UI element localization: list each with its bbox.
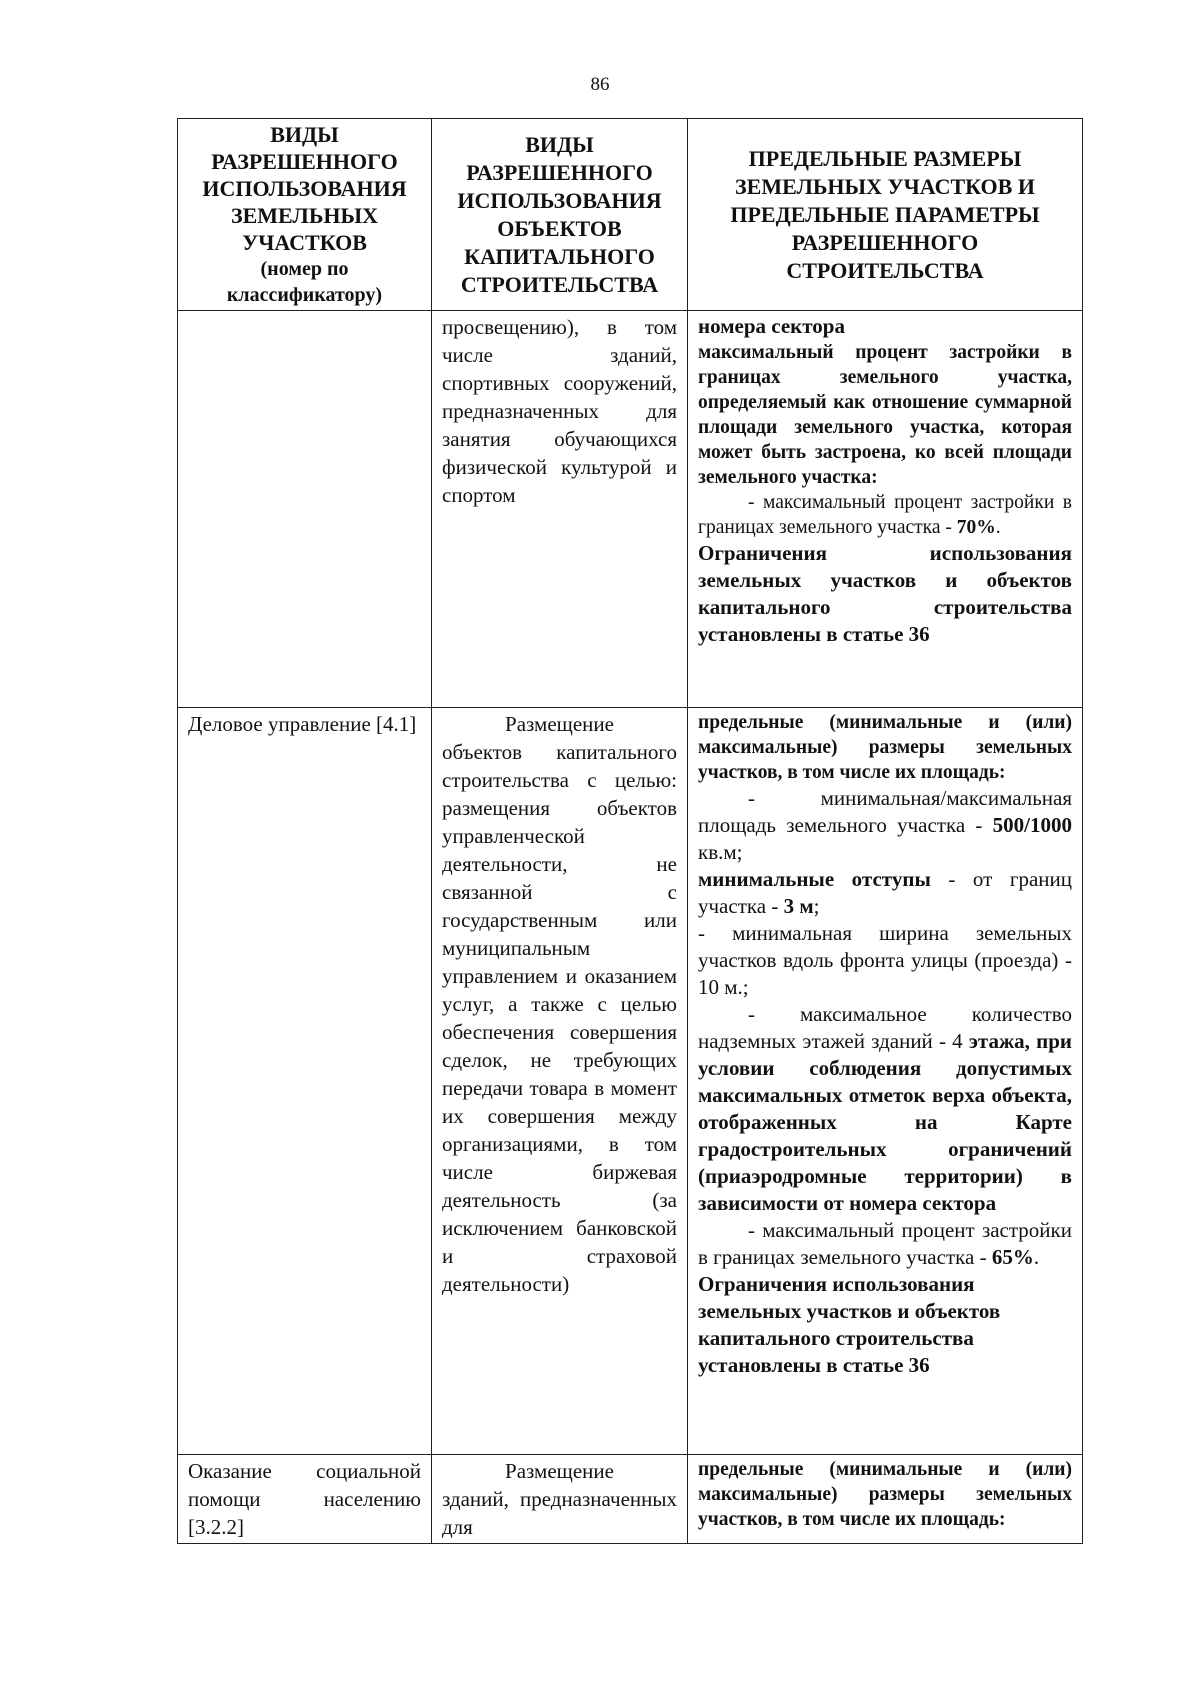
table-row [178,708,1083,1455]
row-2-construction-first: Размещение [505,712,614,736]
row-2-param-width: - минимальная ширина земельных участков вдоль фронта улицы (проезда) - 10 м.; [698,921,1072,999]
header-construction-use-types: ВИДЫ РАЗРЕШЕННОГО ИСПОЛЬЗОВАНИЯ ОБЪЕКТОВ КАПИТАЛЬНОГО СТРОИТЕЛЬСТВА [432,119,688,311]
row-2-area-unit: кв.м; [698,840,743,864]
row-2-param-setbacks [698,866,1072,920]
row-1-param-sector: номера сектора [698,314,845,338]
header-limit-parameters: ПРЕДЕЛЬНЫЕ РАЗМЕРЫ ЗЕМЕЛЬНЫХ УЧАСТКОВ И ПРЕДЕЛЬНЫЕ ПАРАМЕТРЫ РАЗРЕШЕННОГО СТРОИТЕЛЬСТВА [688,119,1083,311]
page-number: 86 [590,74,610,95]
row-1-param-restrictions: Ограничения использования земельных участков и объектов капитального строительства установлены в статье 36 [698,541,1072,646]
table-row [178,1455,1083,1544]
row-1-parameters [688,311,1083,708]
row-3-param-sizes: предельные (минимальные и (или) максимальные) размеры земельных участков, в том числе их площадь: [698,1459,1072,1530]
row-2-param-restrictions: Ограничения использования земельных участков и объектов капитального строительства установлены в статье 36 [698,1272,1001,1377]
row-1-coverage-text: - максимальный процент застройки в границах земельного участка - [698,492,1072,538]
header-classifier-note: (номер по классификатору) [226,258,383,306]
row-3-construction-first: Размещение [505,1459,614,1483]
row-2-coverage-value: 65% [991,1245,1034,1269]
row-2-setbacks-label: минимальные отступы [698,867,931,891]
row-2-setbacks-end: ; [813,894,820,918]
row-3-construction-use [432,1455,688,1544]
row-1-land-use [178,311,432,708]
row-1-param-coverage-def: максимальный процент застройки в границах земельного участка, определяемый как отношение суммарной площади земельного участка, которая может быть застроена, ко всей площади земельного участка: [698,342,1072,488]
row-2-land-use: Деловое управление [4.1] [178,708,432,1455]
table-row [178,311,1083,708]
row-3-land-use: Оказание социальной помощи населению [3.2.2] [178,1455,432,1544]
row-1-construction-use: просвещению), в том числе зданий, спортивных сооружений, предназначенных для занятия обучающихся физической культурой и спортом [432,311,688,708]
row-2-param-floors [698,1001,1072,1217]
header-land-use-types-label: ВИДЫ РАЗРЕШЕННОГО ИСПОЛЬЗОВАНИЯ ЗЕМЕЛЬНЫХ УЧАСТКОВ [202,122,407,255]
row-2-coverage-text: - максимальный процент застройки в границах земельного участка - [698,1218,1072,1269]
header-land-use-types [178,119,432,311]
row-1-coverage-end: . [995,517,1001,538]
table-header-row [178,119,1083,311]
row-2-parameters [688,708,1083,1455]
row-1-coverage-value: 70% [956,517,996,538]
row-2-setbacks-value: 3 м [783,894,814,918]
row-2-construction-use [432,708,688,1455]
row-2-param-sizes: предельные (минимальные и (или) максимальные) размеры земельных участков, в том числе их площадь: [698,712,1072,783]
row-2-floors-text: - максимальное количество надземных этажей зданий - 4 [698,1002,1072,1053]
row-2-setbacks-text: - от границ участка - [698,867,1072,918]
row-3-parameters [688,1455,1083,1544]
row-2-area-value: 500/1000 [992,813,1072,837]
row-2-param-area [698,785,1072,866]
row-1-param-coverage [698,490,1072,540]
row-2-param-coverage [698,1217,1072,1271]
row-3-construction-text: зданий, предназначенных для [442,1487,677,1539]
row-2-area-text: - минимальная/максимальная площадь земельного участка - [698,786,1072,837]
row-2-floors-condition: этажа, при условии соблюдения допустимых максимальных отметок верха объекта, отображенных на Карте градостроительных ограничений (приаэродромные территории) в зависимости от номера сектора [698,1029,1072,1215]
zoning-table [177,118,1083,1544]
row-2-construction-text: объектов капитального строительства с целью: размещения объектов управленческой деятельности, не связанной с государственным или муниципальным управлением и оказанием услуг, а также с целью обеспечения совершения сделок, не требующих передачи товара в момент их совершения между организациями, в том числе биржевая деятельность (за исключением банковской и страховой деятельности) [442,740,677,1296]
row-2-coverage-end: . [1033,1245,1040,1269]
